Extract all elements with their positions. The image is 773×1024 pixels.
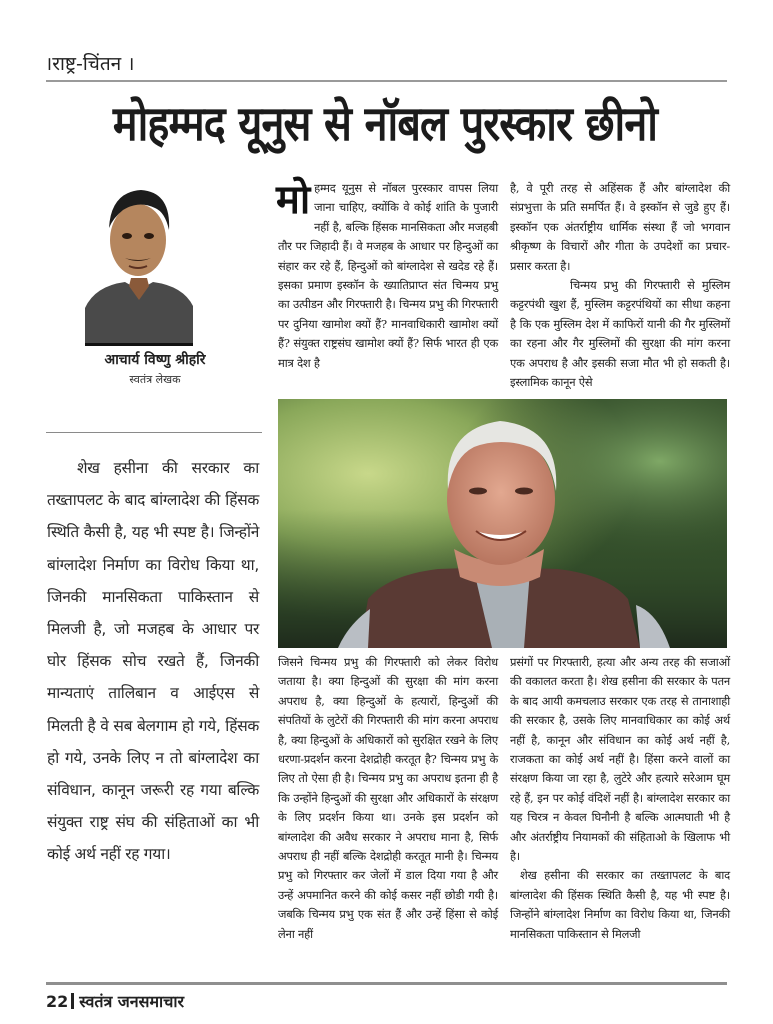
footer-divider (46, 982, 727, 985)
author-role: स्वतंत्र लेखक (129, 373, 181, 386)
article-column-2-bottom (510, 653, 730, 944)
pull-quote: शेख हसीना की सरकार का तख्तापलट के बाद बांग्लादेश की हिंसक स्थिति कैसी है, यह भी स्पष्ट है। जिन्होंने बांग्लादेश निर्माण का विरोध किया था, जिनकी मानसिकता पाकिस्तान से मिलजी है, जो मजहब के आधार पर घोर हिंसक सोच रखते हैं, जिनकी मान्यताएं तालिबान व आईएस से मिलती है वे सब बेलगाम हो गये, हिंसक हो गये, उनके लिए न तो बांग्लादेश का संविधान, कानून जरूरी रह गया बल्कि संयुक्त राष्ट्र संघ की संहिताओं का भी कोई अर्थ नहीं रह गया। (47, 459, 259, 864)
publication-name: स्वतंत्र जनसमाचार (79, 992, 185, 1011)
page-footer (46, 990, 184, 1012)
main-article-photo (278, 399, 727, 648)
paragraph-text: हम्मद यूनुस से नॉबल पुरस्कार वापस लिया जाना चाहिए, क्योंकि वे कोई शांति के पुजारी नहीं है, बल्कि हिंसक मानसिकता और मजहबी तौर पर जिहादी हैं। वे मजहब के आधार पर हिन्दुओं का संहार कर रहे हैं, हिन्दुओं को बांग्लादेश से खदेड रहे हैं। इसका प्रमाण इस्कॉन के ख्यातिप्राप्त संत चिन्मय प्रभु का उत्पीडन और गिरफ्तारी है। चिन्मय प्रभु की गिरफ्तारी पर दुनिया खामोश क्यों हैं? मानवाधिकारी खामोश क्यों हैं? संयुक्त राष्ट्रसंघ खामोश क्यों हैं? सिर्फ भारत ही एक मात्र देश है (278, 181, 498, 370)
article-paragraph: है, वे पूरी तरह से अहिंसक हैं और बांग्लादेश की संप्रभुत्ता के प्रति समर्पित हैं। वे इस्कॉन से जुडे हुए हैं। इस्कॉन एक अंतर्राष्ट्रीय धार्मिक संस्था हैं जो भगवान श्रीकृष्ण के विचारों और गीता के उपदेशों का प्रचार-प्रसार करता है। (510, 181, 730, 273)
article-column-1-top (276, 176, 498, 373)
section-kicker: ।राष्ट्र-चिंतन । (45, 53, 135, 75)
photo-underline (85, 343, 193, 346)
article-paragraph: चिन्मय प्रभु की गिरफ्तारी से मुस्लिम कट्टरपंथी खुश हैं, मुस्लिम कट्टरपंथियों का सीधा कहना है कि एक मुस्लिम देश में काफिरों यानी की गैर मुस्लिमों का रहना और गैर मुस्लिमों की सुरक्षा की मांग करना एक अपराध है और इसकी सजा मौत भी हो सकती है। इस्लामिक कानून ऐसे (510, 278, 730, 390)
top-divider (46, 80, 727, 82)
author-portrait-image (85, 178, 193, 346)
article-paragraph: शेख हसीना की सरकार का तख्तापलट के बाद बांग्लादेश की हिंसक स्थिति कैसी है, यह भी स्पष्ट है। जिन्होंने बांग्लादेश निर्माण का विरोध किया था, जिनकी मानसिकता पाकिस्तान से मिलजी (510, 868, 730, 941)
article-column-2-top (510, 179, 730, 392)
article-paragraph: जिसने चिन्मय प्रभु की गिरफ्तारी को लेकर विरोध जताया है। क्या हिन्दुओं की सुरक्षा की मांग करना अपराध है, क्या हिन्दुओं के हत्यारों, हिन्दुओं की संपतियों के लुटेरों की गिरफ्तारी की मांग करना अपराध है, क्या हिन्दुओं के अधिकारों को सुरक्षित रखने के लिए धरणा-प्रदर्शन करना देशद्रोही करतूत है? चिन्मय प्रभु के लिए तो ऐसा ही है। चिन्मय प्रभु का अपराध इतना ही है कि उन्होंने हिन्दुओं की सुरक्षा और अधिकारों के संरक्षण के लिए प्रदर्शन किया था। उनके इस प्रदर्शन को बांग्लादेश की अवैध सरकार ने अपराध माना है, सिर्फ अपराध ही नहीं बल्कि देशद्रोही करतूत मानी है। चिन्मय प्रभु को गिरफ्तार कर जेलों में डाल दिया गया है और उन्हें अपमानित करने की कोई कसर नहीं छोडी गयी है। जबकि चिन्मय प्रभु एक संत हैं और उन्हें हिंसा से कोई लेना नहीं (278, 655, 498, 941)
author-photo (85, 178, 193, 346)
page-number: 22 (46, 992, 69, 1011)
article-headline: मोहम्मद यूनुस से नॉबल पुरस्कार छीनो (112, 96, 658, 152)
sidebar-divider (46, 432, 262, 433)
article-paragraph (276, 176, 498, 373)
drop-cap: मो (276, 176, 311, 223)
subject-portrait-image (278, 399, 727, 648)
article-column-1-bottom (278, 653, 498, 944)
footer-separator (71, 993, 74, 1009)
author-name: आचार्य विष्णु श्रीहरि (104, 352, 206, 368)
article-paragraph: प्रसंगों पर गिरफ्तारी, हत्या और अन्य तरह की सजाओं की वकालत करता है। शेख हसीना की सरकार के पतन के बाद आयी कमचलाउ सरकार एक तरह से तानाशाही की सरकार है, उसके लिए मानवाधिकार का कोई अर्थ नहीं है, कानून और संविधान का कोई अर्थ नहीं है, राजकता का कोई अर्थ नहीं है। हिंसा करने वालों का संरक्षण किया जा रहा है, लुटेरे और हत्यारे सरेआम घूम रहे हैं, इन पर कोई वंदिशें नहीं है। बांग्लादेश सरकार का यह चिरत्र न केवल घिनौनी है बल्कि आत्मघाती भी है और अंतर्राष्ट्रीय नियामकों की संहिताओ के खिलाफ भी है। (510, 655, 730, 864)
